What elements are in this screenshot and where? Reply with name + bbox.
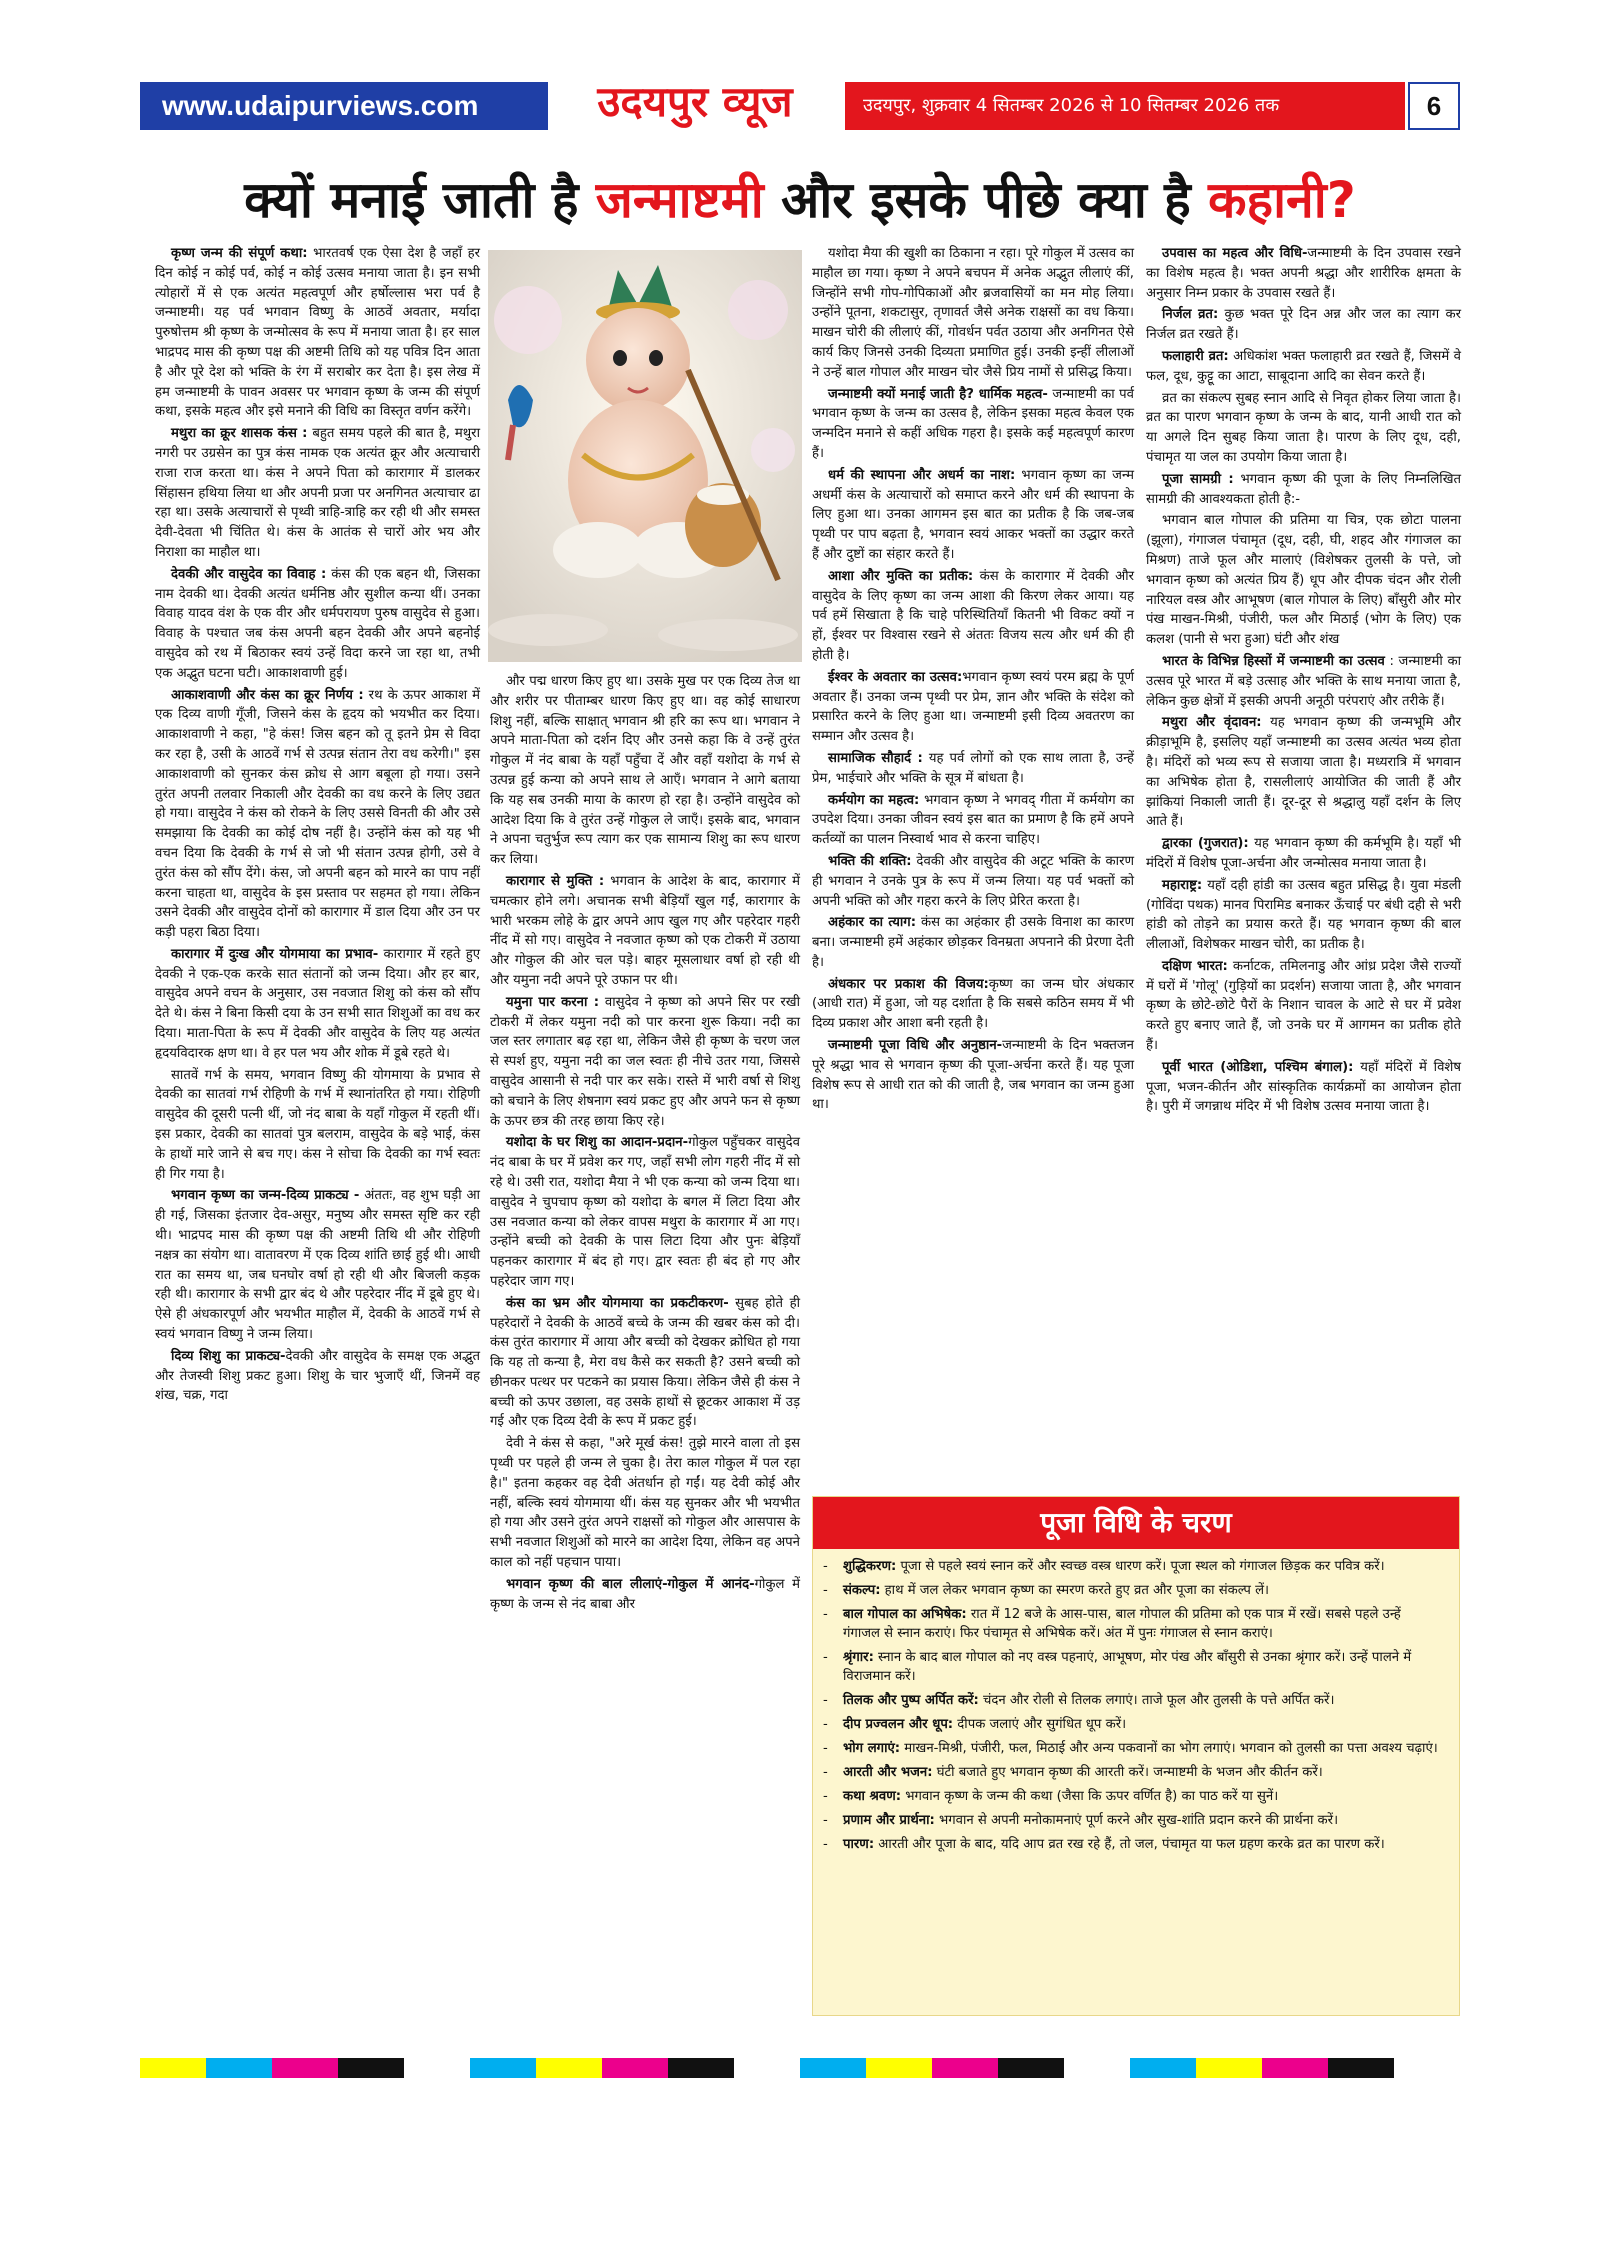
paragraph-text: जन्माष्टमी का पर्व भगवान कृष्ण के जन्म का उत्सव है, लेकिन इसका महत्व केवल एक जन्मदिन मनाने से कहीं अधिक गहरा है। इसके कई महत्वपूर्ण कारण हैं। (812, 386, 1134, 461)
color-swatch (1196, 2058, 1262, 2078)
newspaper-logo: उदयपुर व्यूज (597, 77, 793, 126)
puja-step (843, 1811, 1441, 1830)
paragraph-text: : जन्माष्टमी का उत्सव पूरे भारत में बड़े उत्साह और भक्ति के साथ मनाया जाता है, लेकिन कुछ क्षेत्रों में इसकी अपनी अनूठी परंपराएं और तरीके हैं। (1146, 653, 1461, 709)
puja-step-text: स्नान के बाद बाल गोपाल को नए वस्त्र पहनाएं, आभूषण, मोर पंख और बाँसुरी से उनका श्रृंगार करें। उन्हें पालने में विराजमान करें। (843, 1650, 1412, 1684)
article-paragraph (155, 686, 480, 943)
puja-step-text: घंटी बजाते हुए भगवान कृष्ण की आरती करें। जन्माष्टमी के भजन और कीर्तन करें। (932, 1765, 1323, 1780)
puja-step-heading: बाल गोपाल का अभिषेक: (843, 1607, 967, 1622)
puja-steps-title: पूजा विधि के चरण (813, 1497, 1459, 1549)
paragraph-text: जन्माष्टमी के दिन उपवास रखने का विशेष महत्व है। भक्त अपनी श्रद्धा और शारीरिक क्षमता के अनुसार निम्न प्रकार के उपवास रखते हैं। (1146, 246, 1461, 301)
puja-step-text: भगवान से अपनी मनोकामनाएं पूर्ण करने और सुख-शांति प्रदान करने की प्रार्थना करें। (934, 1813, 1339, 1828)
puja-step (843, 1739, 1441, 1758)
paragraph-heading: भक्ति की शक्ति: (828, 853, 912, 869)
article-paragraph (1146, 713, 1461, 832)
paragraph-text: देवकी और वासुदेव के समक्ष एक अद्भुत और तेजस्वी शिशु प्रकट हुआ। शिशु के चार भुजाएँ थीं, जिनमें वह शंख, चक्र, गदा (155, 1348, 480, 1404)
article-column-2 (490, 672, 800, 1616)
article-paragraph (812, 466, 1134, 565)
article-paragraph (812, 567, 1134, 666)
article-paragraph (1146, 957, 1461, 1056)
paragraph-text: भारतवर्ष एक ऐसा देश है जहाँ हर दिन कोई न कोई पर्व, कोई न कोई उत्सव मनाया जाता है। इन सभी त्योहारों में से एक अत्यंत महत्वपूर्ण और हर्षोल्लास भरा पर्व है जन्माष्टमी। यह पर्व भगवान विष्णु के आठवें अवतार, मर्यादा पुरुषोत्तम श्री कृष्ण के जन्मोत्सव के रूप में मनाया जाता है। हर साल भाद्रपद मास की कृष्ण पक्ष की अष्टमी तिथि को यह पवित्र दिन आता है और पूरे देश को भक्ति के रंग में सराबोर कर देता है। इस लेख में हम जन्माष्टमी के पावन अवसर पर भगवान कृष्ण के जन्म की संपूर्ण कथा, इसके महत्व और इसे मनाने की विधि का विस्तृत वर्णन करेंगे। (155, 246, 480, 420)
puja-step-heading: कथा श्रवण: (843, 1789, 902, 1804)
paragraph-text: यह भगवान कृष्ण की जन्मभूमि और क्रीड़ाभूमि है, इसलिए यहाँ जन्माष्टमी का उत्सव अत्यंत भव्य होता है। मंदिरों को भव्य रूप से सजाया जाता है। मध्यरात्रि में भगवान का अभिषेक होता है, रासलीलाएं आयोजित की जाती हैं और झांकियां निकाली जाती हैं। दूर-दूर से श्रद्धालु यहाँ दर्शन के लिए आते हैं। (1146, 715, 1461, 830)
paragraph-heading: कर्मयोग का महत्व: (828, 792, 920, 808)
paragraph-text: भगवान कृष्ण की पूजा के लिए निम्नलिखित सामग्री की आवश्यकता होती है:- (1146, 471, 1461, 507)
color-swatch (338, 2058, 404, 2078)
puja-step-heading: शुद्धिकरण: (843, 1559, 897, 1574)
article-paragraph (155, 565, 480, 684)
article-paragraph (155, 1066, 480, 1185)
color-swatch (536, 2058, 602, 2078)
puja-step-text: हाथ में जल लेकर भगवान कृष्ण का स्मरण करते हुए व्रत और पूजा का संकल्प लें। (880, 1583, 1270, 1598)
paragraph-text: बहुत समय पहले की बात है, मथुरा नगरी पर उग्रसेन का पुत्र कंस नामक एक अत्यंत क्रूर और अत्याचारी राजा राज करता था। कंस ने अपने पिता को कारागार में डालकर सिंहासन हथिया लिया था और अपनी प्रजा पर अनगिनत अत्याचार ढा रहा था। उसके अत्याचारों से पृथ्वी त्राहि-त्राहि कर रही थी और समस्त देवी-देवता भी चिंतित थे। कंस के आतंक से चारों ओर भय और निराशा का माहौल था। (155, 426, 480, 560)
paragraph-text: व्रत का संकल्प सुबह स्नान आदि से निवृत होकर लिया जाता है। व्रत का पारण भगवान कृष्ण के जन्म के बाद, यानी आधी रात को या अगले दिन सुबह किया जाता है। पारण के लिए दूध, दही, पंचामृत या जल का उपयोग किया जाता है। (1146, 390, 1461, 465)
puja-step-text: भगवान कृष्ण के जन्म की कथा (जैसा कि ऊपर वर्णित है) का पाठ करें या सुनें। (901, 1789, 1279, 1804)
color-swatch (272, 2058, 338, 2078)
paragraph-text: भगवान के आदेश के बाद, कारागार में चमत्कार होने लगे। अचानक सभी बेड़ियाँ खुल गईं, कारागार के भारी भरकम लोहे के द्वार अपने आप खुल गए और पहरेदार गहरी नींद में सो गए। वासुदेव ने नवजात कृष्ण को एक टोकरी में उठाया और गोकुल की ओर चल पड़े। बाहर मूसलाधार वर्षा हो रही थी और यमुना नदी अपने पूरे उफान पर थी। (490, 873, 801, 988)
paragraph-heading: निर्जल व्रत: (1162, 307, 1219, 323)
paragraph-text: जन्माष्टमी के दिन भक्तजन पूरे श्रद्धा भाव से भगवान कृष्ण की पूजा-अर्चना करते हैं। यह पूजा विशेष रूप से आधी रात को की जाती है, जब भगवान का जन्म हुआ था। (812, 1038, 1134, 1113)
puja-step-heading: प्रणाम और प्रार्थना: (843, 1813, 935, 1828)
article-paragraph (812, 749, 1134, 789)
article-paragraph (490, 872, 800, 991)
baby-krishna-illustration (488, 250, 802, 662)
article-paragraph (1146, 511, 1461, 650)
color-swatch (1064, 2058, 1130, 2078)
article-paragraph (490, 672, 800, 870)
puja-step (843, 1835, 1441, 1854)
paragraph-heading: कृष्ण जन्म की संपूर्ण कथा: (171, 246, 308, 261)
article-paragraph (812, 668, 1134, 747)
headline-highlight-1: जन्माष्टमी (595, 171, 764, 229)
color-swatch (1130, 2058, 1196, 2078)
puja-step (843, 1763, 1441, 1782)
paragraph-heading: आशा और मुक्ति का प्रतीक: (828, 568, 974, 584)
puja-steps-list (813, 1549, 1459, 1854)
paragraph-heading: पूजा सामग्री : (1162, 471, 1234, 487)
color-swatch (800, 2058, 866, 2078)
puja-step-heading: दीप प्रज्वलन और धूप: (843, 1717, 954, 1732)
issue-date: उदयपुर, शुक्रवार 4 सितम्बर 2026 से 10 सितम्बर 2026 तक (863, 95, 1280, 116)
color-swatch (602, 2058, 668, 2078)
puja-step-heading: आरती और भजन: (843, 1765, 933, 1780)
paragraph-heading: पूर्वी भारत (ओडिशा, पश्चिम बंगाल): (1162, 1059, 1354, 1075)
article-paragraph (812, 852, 1134, 911)
paragraph-heading: भारत के विभिन्न हिस्सों में जन्माष्टमी का उत्सव (1162, 653, 1385, 669)
puja-step (843, 1557, 1441, 1576)
article-paragraph (1146, 876, 1461, 955)
article-column-1 (155, 244, 480, 1408)
paragraph-text: कंस के कारागार में देवकी और वासुदेव के लिए कृष्ण का जन्म आशा की किरण लेकर आया। यह पर्व हमें सिखाता है कि चाहे परिस्थितियाँ कितनी भी विकट क्यों न हों, ईश्वर पर विश्वास रखने से अंततः विजय सत्य और धर्म की ही होती है। (812, 568, 1134, 663)
puja-step (843, 1648, 1441, 1686)
paragraph-heading: धर्म की स्थापना और अधर्म का नाश: (828, 467, 1016, 483)
headline-highlight-2: कहानी? (1208, 171, 1356, 229)
paragraph-heading: दिव्य शिशु का प्राकट्य- (171, 1348, 286, 1364)
article-paragraph (1146, 347, 1461, 387)
article-column-4 (1146, 244, 1461, 1119)
color-swatch (1262, 2058, 1328, 2078)
paragraph-heading: कंस का भ्रम और योगमाया का प्रकटीकरण- (506, 1295, 729, 1311)
puja-step-text: माखन-मिश्री, पंजीरी, फल, मिठाई और अन्य पकवानों का भोग लगाएं। भगवान को तुलसी का पत्ता अवश्य चढ़ाएं। (900, 1741, 1438, 1756)
article-paragraph (812, 791, 1134, 850)
article-paragraph (1146, 305, 1461, 345)
paragraph-heading: उपवास का महत्व और विधि- (1162, 246, 1308, 261)
page-number: 6 (1408, 82, 1460, 130)
paragraph-heading: आकाशवाणी और कंस का क्रूर निर्णय : (171, 687, 364, 703)
article-paragraph (490, 993, 800, 1132)
color-swatch (140, 2058, 206, 2078)
date-banner (845, 82, 1405, 130)
paragraph-text: भगवान कृष्ण ने भगवद् गीता में कर्मयोग का उपदेश दिया। उनका जीवन स्वयं इस बात का प्रमाण है कि हमें अपने कर्तव्यों का पालन निस्वार्थ भाव से करना चाहिए। (812, 792, 1134, 848)
paragraph-heading: द्वारका (गुजरात): (1162, 836, 1249, 852)
article-column-3 (812, 244, 1134, 1117)
paragraph-text: सातवें गर्भ के समय, भगवान विष्णु की योगमाया के प्रभाव से देवकी का सातवां गर्भ रोहिणी के गर्भ में स्थानांतरित हो गया। रोहिणी वासुदेव की दूसरी पत्नी थीं, जो नंद बाबा के यहाँ गोकुल में रहती थीं। इस प्रकार, देवकी का सातवां पुत्र बलराम, वासुदेव के बड़े भाई, कंस के हाथों मारे जाने से बच गए। कंस ने सोचा कि देवकी का गर्भ स्वतः ही गिर गया है। (155, 1067, 480, 1182)
puja-step (843, 1581, 1441, 1600)
article-headline (150, 160, 1450, 240)
puja-step (843, 1691, 1441, 1710)
color-swatch (998, 2058, 1064, 2078)
paragraph-heading: देवकी और वासुदेव का विवाह : (171, 566, 327, 582)
puja-step-text: आरती और पूजा के बाद, यदि आप व्रत रख रहे हैं, तो जल, पंचामृत या फल ग्रहण करके व्रत का पारण करें। (874, 1837, 1385, 1852)
paragraph-text: यहाँ दही हांडी का उत्सव बहुत प्रसिद्ध है। युवा मंडली (गोविंदा पथक) मानव पिरामिड बनाकर ऊँचाई पर बंधी दही से भरी हांडी को तोड़ने का प्रयास करते हैं। यह भगवान कृष्ण की बाल लीलाओं, विशेषकर माखन चोरी, का प्रतीक है। (1146, 877, 1461, 953)
article-paragraph (1146, 1058, 1461, 1117)
paragraph-heading: अहंकार का त्याग: (828, 915, 917, 931)
color-swatch (668, 2058, 734, 2078)
paragraph-heading: भगवान कृष्ण की बाल लीलाएं-गोकुल में आनंद- (506, 1576, 755, 1592)
article-paragraph (155, 1347, 480, 1406)
paragraph-text: कंस की एक बहन थी, जिसका नाम देवकी था। देवकी अत्यंत धर्मनिष्ठ और सुशील कन्या थीं। उनका विवाह यादव वंश के एक वीर और धर्मपरायण पुरुष वासुदेव से हुआ। विवाह के पश्चात जब कंस अपनी बहन देवकी और अपने बहनोई वासुदेव को रथ में बिठाकर स्वयं उन्हें विदा करने जा रहा था, तभी एक अद्भुत घटना घटी। आकाशवाणी हुई। (155, 566, 481, 681)
article-paragraph (155, 1186, 480, 1344)
puja-step (843, 1715, 1441, 1734)
paragraph-text: और पद्म धारण किए हुए था। उसके मुख पर एक दिव्य तेज था और शरीर पर पीताम्बर धारण किए हुए था। वह कोई साधारण शिशु नहीं, बल्कि साक्षात् भगवान श्री हरि का रूप था। भगवान ने अपने माता-पिता को दर्शन दिए और उनसे कहा कि वे उन्हें तुरंत गोकुल में नंद बाबा के यहाँ पहुँचा दें और वहाँ यशोदा के गर्भ से उत्पन्न हुई कन्या को अपने साथ ले आएँ। भगवान ने आगे बताया कि यह सब उनकी माया के कारण हो रहा है। उन्होंने वासुदेव को आदेश दिया कि वे तुरंत उन्हें गोकुल ले जाएँ। इसके बाद, भगवान ने अपना चतुर्भुज रूप त्याग कर एक सामान्य शिशु का रूप धारण कर लिया। (490, 674, 800, 868)
paragraph-text: कर्नाटक, तमिलनाडु और आंध्र प्रदेश जैसे राज्यों में घरों में 'गोलू' (गुड़ियों का प्रदर्शन) सजाया जाता है, और भगवान कृष्ण के छोटे-छोटे पैरों के निशान चावल के आटे से घर में प्रवेश करते हुए बनाए जाते हैं, जो उनके घर में आगमन का प्रतीक होते हैं। (1146, 958, 1461, 1054)
article-paragraph (812, 385, 1134, 464)
paragraph-text: भगवान कृष्ण स्वयं परम ब्रह्म के पूर्ण अवतार हैं। उनका जन्म पृथ्वी पर प्रेम, ज्ञान और भक्ति के संदेश को प्रसारित करने के लिए हुआ था। जन्माष्टमी इसी दिव्य अवतरण का सम्मान और उत्सव है। (812, 669, 1135, 745)
paragraph-heading: कारागार में दुःख और योगमाया का प्रभाव- (171, 946, 379, 962)
color-swatch (932, 2058, 998, 2078)
paragraph-text: अधिकांश भक्त फलाहारी व्रत रखते हैं, जिसमें वे फल, दूध, कुट्टू का आटा, साबूदाना आदि का सेवन करते हैं। (1146, 348, 1461, 384)
paragraph-text: यशोदा मैया की खुशी का ठिकाना न रहा। पूरे गोकुल में उत्सव का माहौल छा गया। कृष्ण ने अपने बचपन में अनेक अद्भुत लीलाएं कीं, जिन्होंने सभी गोप-गोपिकाओं और ब्रजवासियों का मन मोह लिया। उन्होंने पूतना, शकटासुर, तृणावर्त जैसे अनेक राक्षसों का वध किया। माखन चोरी की लीलाएं कीं, गोवर्धन पर्वत उठाया और अनगिनत ऐसे कार्य किए जिनसे उनकी दिव्यता प्रमाणित हुई। उनकी इन्हीं लीलाओं ने उन्हें बाल गोपाल और माखन चोर जैसे प्रिय नामों से प्रसिद्ध किया। (812, 246, 1134, 380)
article-paragraph (490, 1133, 800, 1291)
puja-step (843, 1787, 1441, 1806)
article-paragraph (812, 975, 1134, 1034)
article-paragraph (155, 244, 480, 422)
paragraph-heading: सामाजिक सौहार्द : (828, 750, 923, 766)
article-paragraph (812, 1036, 1134, 1115)
paragraph-text: कारागार में रहते हुए देवकी ने एक-एक करके सात संतानों को जन्म दिया। और हर बार, वासुदेव अपने वचन के अनुसार, उस नवजात शिशु को कंस को सौंप देते थे। कंस ने बिना किसी दया के उन सभी सात शिशुओं का वध कर दिया। माता-पिता के रूप में देवकी और वासुदेव के लिए यह अत्यंत हृदयविदारक क्षण था। वे हर पल भय और शोक में डूबे रहते थे। (155, 946, 480, 1061)
paragraph-heading: मथुरा और वृंदावन: (1162, 715, 1262, 731)
color-swatch (734, 2058, 800, 2078)
color-registration-bar (140, 2058, 1460, 2078)
paragraph-heading: भगवान कृष्ण का जन्म-दिव्य प्राकट्य - (171, 1188, 360, 1204)
headline-part-1: क्यों मनाई जाती है (244, 171, 596, 229)
website-url: www.udaipurviews.com (162, 90, 479, 121)
krishna-illustration-svg (488, 250, 802, 662)
paragraph-heading: अंधकार पर प्रकाश की विजय: (828, 976, 989, 992)
paragraph-text: वासुदेव ने कृष्ण को अपने सिर पर रखी टोकरी में लेकर यमुना नदी को पार करना शुरू किया। नदी का जल स्तर लगातार बढ़ रहा था, लेकिन जैसे ही कृष्ण के चरण जल से स्पर्श हुए, यमुना नदी का जल स्वतः ही नीचे उतर गया, जिससे वासुदेव आसानी से नदी पार कर सके। रास्ते में भारी वर्षा से शिशु को बचाने के लिए शेषनाग स्वयं प्रकट हुए और अपने फन से कृष्ण के ऊपर छत्र की तरह छाया किए रहे। (490, 994, 800, 1129)
paragraph-text: कंस का अहंकार ही उसके विनाश का कारण बना। जन्माष्टमी हमें अहंकार छोड़कर विनम्रता अपनाने की प्रेरणा देती है। (812, 915, 1135, 970)
paragraph-text: रथ के ऊपर आकाश में एक दिव्य वाणी गूँजी, जिसने कंस के हृदय को भयभीत कर दिया। आकाशवाणी ने कहा, "हे कंस! जिस बहन को तू इतने प्रेम से विदा कर रहा है, उसी के आठवें गर्भ से उत्पन्न संतान तेरा वध करेगी।" इस आकाशवाणी को सुनकर कंस क्रोध से आग बबूला हो गया। उसने तुरंत अपनी तलवार निकाली और देवकी का वध करने के लिए उद्यत हो गया। वासुदेव ने कंस को रोकने के लिए उससे विनती की और उसे समझाया कि देवकी का कोई दोष नहीं है। उन्होंने कंस को यह भी वचन दिया कि देवकी के गर्भ से जो भी संतान उत्पन्न होगी, उसे वे तुरंत कंस को सौंप देंगे। कंस, जो अपनी बहन को मारने का पाप नहीं करना चाहता था, वासुदेव के इस प्रस्ताव पर सहमत हो गया। लेकिन उसने देवकी और वासुदेव दोनों को कारागार में डाल दिया और उन पर कड़ी पहरा बिठा दिया। (155, 687, 480, 941)
paragraph-heading: कारागार से मुक्ति : (506, 873, 605, 889)
color-swatch (866, 2058, 932, 2078)
paragraph-heading: यशोदा के घर शिशु का आदान-प्रदान- (506, 1135, 689, 1151)
color-swatch (404, 2058, 470, 2078)
article-paragraph (1146, 470, 1461, 510)
color-swatch (206, 2058, 272, 2078)
puja-step-text: दीपक जलाएं और सुगंधित धूप करें। (953, 1717, 1127, 1732)
paragraph-text: अंततः, वह शुभ घड़ी आ ही गई, जिसका इंतजार देव-असुर, मनुष्य और समस्त सृष्टि कर रही थी। भाद्रपद मास की कृष्ण पक्ष की अष्टमी तिथि थी और रोहिणी नक्षत्र का संयोग था। वातावरण में एक दिव्य शांति छाई हुई थी। आधी रात का समय था, जब घनघोर वर्षा हो रही थी और बिजली कड़क रही थी। कारागार के सभी द्वार बंद थे और पहरेदार नींद में डूबे हुए थे। ऐसे ही अंधकारपूर्ण और भयभीत माहौल में, देवकी के आठवें गर्भ से स्वयं भगवान विष्णु ने जन्म लिया। (155, 1188, 480, 1343)
paragraph-text: भगवान बाल गोपाल की प्रतिमा या चित्र, एक छोटा पालना (झूला), गंगाजल पंचामृत (दूध, दही, घी, शहद और गंगाजल का मिश्रण) ताजे फूल और मालाएं (विशेषकर तुलसी के पत्ते, जो भगवान कृष्ण को अत्यंत प्रिय हैं) धूप और दीपक चंदन और रोली नारियल वस्त्र और आभूषण (बाल गोपाल के लिए) बाँसुरी और मोर पंख माखन-मिश्री, पंजीरी, फल और मिठाई (भोग के लिए) एक कलश (पानी से भरा हुआ) घंटी और शंख (1146, 513, 1461, 648)
headline-part-2: और इसके पीछे क्या है (763, 171, 1209, 229)
article-paragraph (155, 424, 480, 563)
paragraph-text: देवकी और वासुदेव की अटूट भक्ति के कारण ही भगवान ने उनके पुत्र के रूप में जन्म लिया। यह पर्व भक्तों को अपनी भक्ति को और गहरा करने के लिए प्रेरित करता है। (812, 853, 1134, 909)
article-paragraph (1146, 652, 1461, 711)
article-paragraph (490, 1294, 800, 1433)
article-paragraph (1146, 389, 1461, 468)
article-paragraph (1146, 244, 1461, 303)
paragraph-text: कुछ भक्त पूरे दिन अन्न और जल का त्याग कर निर्जल व्रत रखते हैं। (1146, 307, 1461, 343)
website-banner (140, 82, 548, 130)
paragraph-heading: ईश्वर के अवतार का उत्सव: (828, 669, 963, 685)
puja-step (843, 1605, 1441, 1643)
paragraph-text: यह भगवान कृष्ण की कर्मभूमि है। यहाँ भी मंदिरों में विशेष पूजा-अर्चना और जन्मोत्सव मनाया जाता है। (1146, 836, 1462, 871)
paragraph-text: यह पर्व लोगों को एक साथ लाता है, उन्हें प्रेम, भाईचारे और भक्ति के सूत्र में बांधता है। (812, 750, 1134, 786)
puja-step-heading: तिलक और पुष्प अर्पित करें: (843, 1693, 979, 1708)
paragraph-heading: जन्माष्टमी पूजा विधि और अनुष्ठान- (828, 1038, 1003, 1054)
puja-step-text: रात में 12 बजे के आस-पास, बाल गोपाल की प्रतिमा को एक पात्र में रखें। सबसे पहले उन्हें गंगाजल से स्नान कराएं। फिर पंचामृत से अभिषेक करें। अंत में पुनः गंगाजल से स्नान कराएं। (843, 1607, 1401, 1641)
color-swatch (470, 2058, 536, 2078)
article-paragraph (812, 244, 1134, 383)
paragraph-heading: यमुना पार करना : (506, 994, 599, 1010)
puja-step-heading: श्रृंगार: (843, 1650, 874, 1665)
color-swatch (1394, 2058, 1460, 2078)
paragraph-text: देवी ने कंस से कहा, "अरे मूर्ख कंस! तुझे मारने वाला तो इस पृथ्वी पर पहले ही जन्म ले चुका है। तेरा काल गोकुल में पल रहा है।" इतना कहकर वह देवी अंतर्धान हो गईं। यह देवी कोई और नहीं, बल्कि स्वयं योगमाया थीं। कंस यह सुनकर और भी भयभीत हो गया और उसने तुरंत अपने राक्षसों को गोकुल और आसपास के सभी नवजात शिशुओं को मारने का आदेश दिया, लेकिन वह अपने काल को नहीं पहचान पाया। (490, 1436, 800, 1571)
paragraph-heading: जन्माष्टमी क्यों मनाई जाती है? धार्मिक महत्व- (828, 386, 1048, 402)
paragraph-text: कृष्ण का जन्म घोर अंधकार (आधी रात) में हुआ, जो यह दर्शाता है कि सबसे कठिन समय में भी दिव्य प्रकाश और आशा बनी रहती है। (812, 976, 1135, 1032)
paragraph-heading: मथुरा का क्रूर शासक कंस : (171, 426, 308, 442)
puja-step-heading: भोग लगाएं: (843, 1741, 901, 1756)
paragraph-heading: फलाहारी व्रत: (1162, 348, 1229, 364)
article-paragraph (812, 913, 1134, 972)
paragraph-heading: दक्षिण भारत: (1162, 958, 1228, 974)
paragraph-text: गोकुल में कृष्ण के जन्म से नंद बाबा और (490, 1576, 800, 1612)
paragraph-text: यहाँ मंदिरों में विशेष पूजा, भजन-कीर्तन और सांस्कृतिक कार्यक्रमों का आयोजन होता है। पुरी में जगन्नाथ मंदिर में भी विशेष उत्सव मनाया जाता है। (1146, 1059, 1462, 1115)
color-swatch (1328, 2058, 1394, 2078)
paragraph-heading: महाराष्ट्र: (1162, 877, 1203, 893)
puja-step-heading: संकल्प: (843, 1583, 881, 1598)
puja-steps-box (812, 1496, 1460, 2016)
article-paragraph (490, 1434, 800, 1573)
paragraph-text: सुबह होते ही पहरेदारों ने देवकी के आठवें बच्चे के जन्म की खबर कंस को दी। कंस तुरंत कारागार में आया और बच्ची को देखकर क्रोधित हो गया कि यह तो कन्या है, मेरा वध कैसे कर सकती है? उसने बच्ची को छीनकर पत्थर पर पटकने का प्रयास किया। लेकिन जैसे ही कंस ने बच्ची को ऊपर उछाला, वह उसके हाथों से छूटकर आकाश में उड़ गई और एक दिव्य देवी के रूप में प्रकट हुई। (490, 1295, 800, 1430)
paragraph-text: भगवान कृष्ण का जन्म अधर्मी कंस के अत्याचारों को समाप्त करने और धर्म की स्थापना के लिए हुआ था। उनका आगमन इस बात का प्रतीक है कि जब-जब पृथ्वी पर पाप बढ़ता है, भगवान स्वयं आकर भक्तों का उद्धार करते हैं और दुष्टों का संहार करते हैं। (812, 467, 1134, 562)
article-paragraph (1146, 834, 1461, 874)
puja-step-text: चंदन और रोली से तिलक लगाएं। ताजे फूल और तुलसी के पत्ते अर्पित करें। (978, 1693, 1335, 1708)
puja-step-text: पूजा से पहले स्वयं स्नान करें और स्वच्छ वस्त्र धारण करें। पूजा स्थल को गंगाजल छिड़क कर पवित्र करें। (896, 1559, 1385, 1574)
article-paragraph (490, 1575, 800, 1615)
puja-step-heading: पारण: (843, 1837, 875, 1852)
paragraph-text: गोकुल पहुँचकर वासुदेव नंद बाबा के घर में प्रवेश कर गए, जहाँ सभी लोग गहरी नींद में सो रहे थे। उसी रात, यशोदा मैया ने भी एक कन्या को जन्म दिया था। वासुदेव ने चुपचाप कृष्ण को यशोदा के बगल में लिटा दिया और उस नवजात कन्या को लेकर वापस मथुरा के कारागार में आ गए। उन्होंने बच्ची को देवकी के पास लिटा दिया और पुनः बेड़ियाँ पहनकर कारागार में बंद हो गए। द्वार स्वतः ही बंद हो गए और पहरेदार जाग गए। (490, 1135, 800, 1289)
article-paragraph (155, 945, 480, 1064)
